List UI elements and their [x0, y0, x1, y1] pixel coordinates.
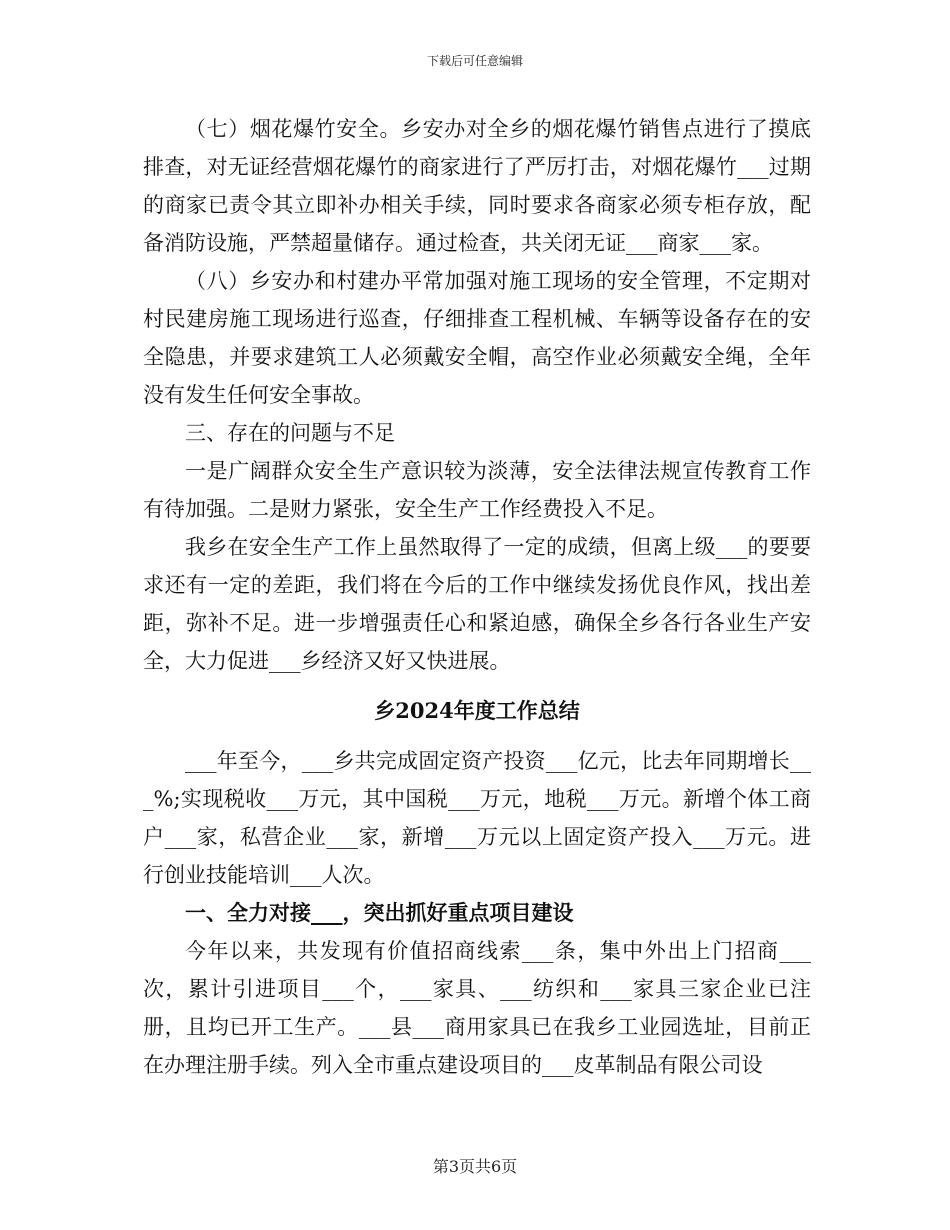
section-heading-problems: 三、存在的问题与不足: [185, 421, 395, 445]
paragraph-construction-safety: （八）乡安办和村建办平常加强对施工现场的安全管理，不定期对村民建房施工现场进行巡查，仔细排查工程机械、车辆等设备存在的安全隐患，并要求建筑工人必须戴安全帽，高空作业必须戴安全绳，全年没有发生任何安全事故。: [143, 269, 811, 407]
paragraph-conclusion: 我乡在安全生产工作上虽然取得了一定的成绩，但离上级___的要要求还有一定的差距，我们将在今后的工作中继续发扬优良作风，找出差距，弥补不足。进一步增强责任心和紧迫感，确保全乡各行各业生产安全，大力促进___乡经济又好又快进展。: [143, 535, 811, 673]
section-heading-key-projects: 一、全力对接___，突出抓好重点项目建设: [185, 900, 574, 925]
paragraph-summary-figures: ___年至今，___乡共完成固定资产投资___亿元，比去年同期增长___%;实现税收___万元，其中国税___万元，地税___万元。新增个体工商户___家，私营企业___家，新增___万元以上固定资产投入___万元。进行创业技能培训___人次。: [143, 749, 811, 887]
paragraph-fireworks-safety: （七）烟花爆竹安全。乡安办对全乡的烟花爆竹销售点进行了摸底排查，对无证经营烟花爆竹的商家进行了严厉打击，对烟花爆竹___过期的商家已责令其立即补办相关手续，同时要求各商家必须专柜存放，配备消防设施，严禁超量储存。通过检查，共关闭无证___商家___家。: [143, 117, 811, 255]
page-number: 第3页共6页: [432, 1157, 518, 1176]
page-header-note: 下载后可任意编辑: [426, 54, 523, 68]
document-title: 乡2024年度工作总结: [374, 698, 580, 723]
paragraph-investment-leads: 今年以来，共发现有价值招商线索___条，集中外出上门招商___次，累计引进项目___个，___家具、___纺织和___家具三家企业已注册，且均已开工生产。___县___商用家具已在我乡工业园选址，目前正在办理注册手续。列入全市重点建设项目的___皮革制品有限公司设: [143, 939, 811, 1077]
document-body: [143, 110, 811, 1084]
paragraph-problems: 一是广阔群众安全生产意识较为淡薄，安全法律法规宣传教育工作有待加强。二是财力紧张，安全生产工作经费投入不足。: [143, 459, 811, 521]
